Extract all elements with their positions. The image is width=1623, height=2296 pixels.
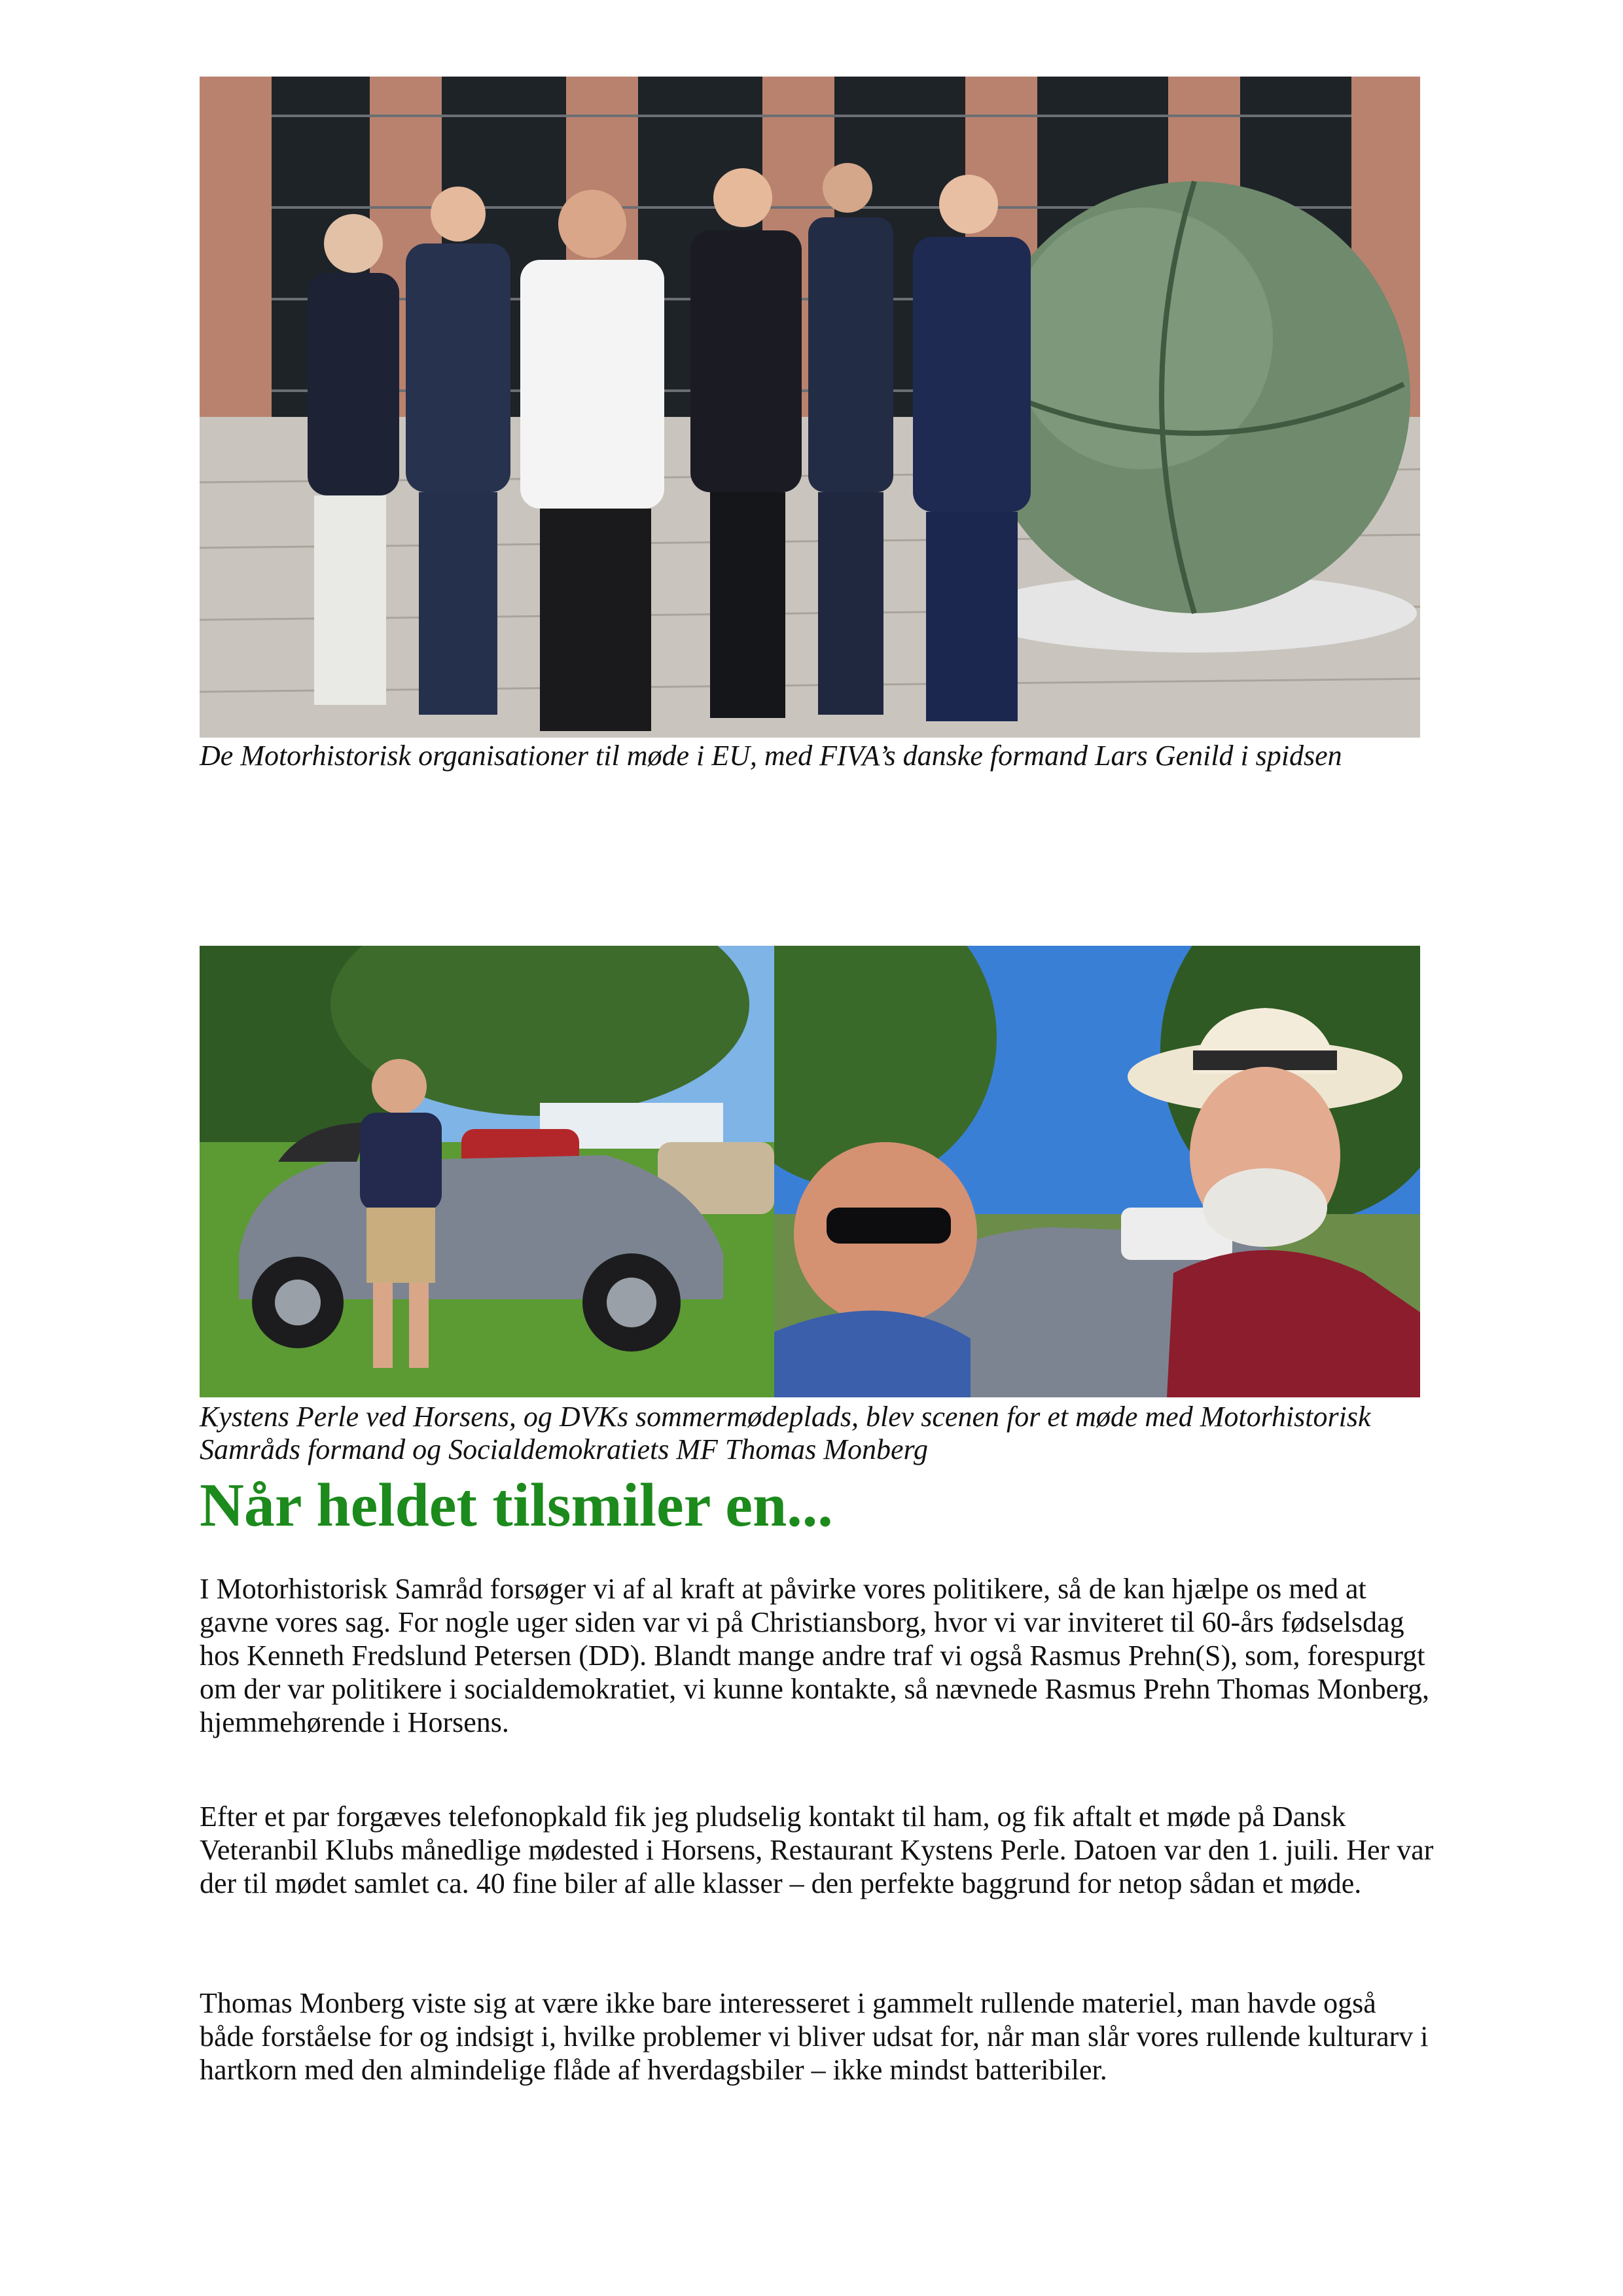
photo-car-meet-caption: Kystens Perle ved Horsens, og DVKs sommermødeplads, blev scenen for et møde med Motorhistorisk Samråds formand og Socialdemokratiets MF Thomas Monberg (200, 1401, 1371, 1465)
article-headline: Når heldet tilsmiler en... (200, 1471, 833, 1539)
photo-car-meet-left (200, 946, 774, 1397)
photo-car-meet-left-illustration (200, 946, 774, 1397)
photo-car-meet-right-illustration (774, 946, 1420, 1397)
photo-eu-caption: De Motorhistorisk organisationer til møde i EU, med FIVA’s danske formand Lars Genild i spidsen (200, 740, 1342, 772)
article-paragraph-3: Thomas Monberg viste sig at være ikke bare interesseret i gammelt rullende materiel, man havde også både forståelse for og indsigt i, hvilke problemer vi bliver udsat for, når man slår vores rullende kulturarv i hartkorn med den almindelige flåde af hverdagsbiler – ikke mindst batteribiler. (200, 1987, 1429, 2086)
photo-eu-group (200, 77, 1420, 738)
article-paragraph-2: Efter et par forgæves telefonopkald fik jeg pludselig kontakt til ham, og fik aftalt et møde på Dansk Veteranbil Klubs månedlige mødested i Horsens, Restaurant Kystens Perle. Datoen var den 1. juili. Her var der til mødet samlet ca. 40 fine biler af alle klasser – den perfekte baggrund for netop sådan et møde. (200, 1801, 1434, 1899)
photo-car-meet-right (774, 946, 1420, 1397)
photo-eu-group-illustration (200, 77, 1420, 738)
article-paragraph-1: I Motorhistorisk Samråd forsøger vi af al kraft at påvirke vores politikere, så de kan hjælpe os med at gavne vores sag. For nogle uger siden var vi på Christiansborg, hvor vi var inviteret til 60-års fødselsdag hos Kenneth Fredslund Petersen (DD). Blandt mange andre traf vi også Rasmus Prehn(S), som, forespurgt om der var politikere i socialdemokratiet, vi kunne kontakte, så nævnede Rasmus Prehn Thomas Monberg, hjemmehørende i Horsens. (200, 1573, 1429, 1738)
